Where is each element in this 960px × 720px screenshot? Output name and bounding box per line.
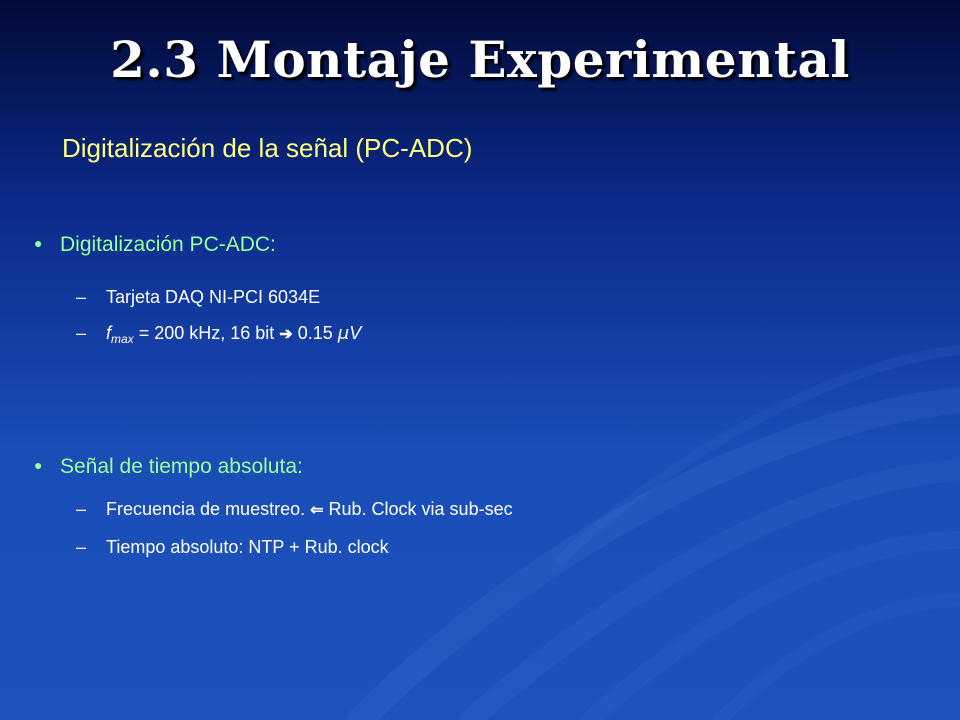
bullet-dot: ●	[34, 457, 43, 473]
bullet-senal-tiempo	[34, 455, 303, 479]
mu-symbol: μ	[337, 323, 350, 344]
fmax-symbol: f	[106, 323, 112, 343]
sub-item-text: Tarjeta DAQ NI-PCI 6034E	[106, 287, 321, 307]
sub-item-tarjeta	[76, 287, 320, 308]
unit-volt: V	[349, 323, 362, 343]
slide-title: 2.3 Montaje Experimental	[110, 30, 850, 89]
dash: –	[76, 537, 87, 557]
bullet-text: Señal de tiempo absoluta:	[60, 455, 303, 478]
dash: –	[76, 287, 87, 307]
left-arrow-icon: ⇐	[310, 502, 324, 519]
dash: –	[76, 499, 87, 519]
slide-subtitle: Digitalización de la señal (PC-ADC)	[62, 133, 473, 163]
sub-item-text-pre: Frecuencia de muestreo.	[106, 499, 311, 519]
right-arrow-icon: ➔	[279, 326, 293, 343]
fmax-spec: = 200 kHz, 16 bit	[133, 323, 280, 343]
sub-item-frecuencia	[76, 499, 513, 520]
bullet-dot: ●	[34, 235, 43, 251]
fmax-subscript: max	[111, 332, 134, 346]
dash: –	[76, 323, 87, 343]
bullet-digitalizacion	[34, 233, 276, 257]
resolution-value: 0.15	[292, 323, 338, 343]
sub-item-tiempo-absoluto	[76, 537, 389, 558]
sub-item-text: Tiempo absoluto: NTP + Rub. clock	[106, 537, 389, 557]
sub-item-fmax	[76, 323, 361, 346]
sub-item-text-post: Rub. Clock via sub-sec	[323, 499, 513, 519]
bullet-text: Digitalización PC-ADC:	[60, 233, 276, 256]
